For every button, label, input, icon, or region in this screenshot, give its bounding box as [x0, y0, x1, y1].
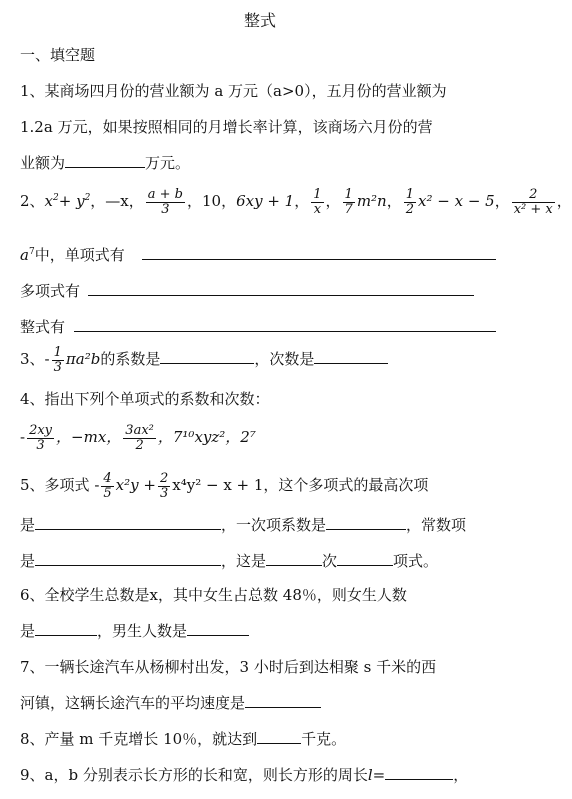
question-3-number: 3、- — [20, 350, 50, 369]
question-6-line-2 — [20, 620, 502, 641]
degree-label: ，次数是 — [254, 350, 315, 369]
perimeter-symbol: l — [367, 766, 373, 784]
question-2-line-2 — [20, 244, 502, 265]
answer-blank-constant-term[interactable] — [35, 551, 221, 566]
question-4-text: 4、指出下列个单项式的系数和次数： — [20, 390, 270, 408]
expr-x2: $x^2+ y^2$ — [44, 192, 91, 211]
expr-a7: a — [20, 246, 29, 264]
frac-1-over-2: $\frac{1}{2}$ — [405, 187, 415, 217]
answer-blank-poly-degree[interactable] — [266, 551, 322, 566]
frac-a-plus-b-over-3: $\frac{a + b}{3}$ — [147, 187, 183, 217]
integral-expression-label: 整式有 — [20, 318, 66, 336]
expr-6xy-plus-1: 6xy + 1 — [236, 192, 295, 211]
answer-blank-polynomials[interactable] — [88, 295, 474, 296]
question-6-text-b: ，男生人数是 — [97, 622, 188, 640]
question-8-text-a: 8、产量 m 千克增长 10％，就达到 — [20, 730, 258, 748]
answer-blank-linear-coefficient[interactable] — [326, 515, 406, 530]
expr-m2n: m²n — [356, 192, 387, 211]
question-5-text-e: ，这是 — [221, 552, 267, 570]
question-8-line — [20, 728, 502, 749]
answer-blank-output[interactable] — [257, 729, 301, 744]
expr-pi-a2b: πa²b — [65, 350, 101, 369]
question-1-line-3 — [20, 152, 502, 173]
frac-3ax2-over-2: $\frac{\text{3ax²}}{2}$ — [125, 423, 154, 453]
answer-blank-integral-expressions[interactable] — [74, 331, 496, 332]
question-5-text-b: ，一次项系数是 — [221, 516, 327, 534]
question-8-text-b: 千克。 — [301, 730, 347, 748]
expr-a7-exponent: 7 — [28, 247, 35, 257]
answer-blank-girls[interactable] — [35, 621, 97, 636]
section-heading: 一、填空题 — [20, 46, 96, 64]
question-9-line — [20, 764, 502, 785]
equals-sign: = — [372, 766, 386, 784]
expr-ten: ，10， — [187, 192, 237, 211]
question-5-text-c: ，常数项 — [406, 516, 467, 534]
frac-1-over-3: $\frac{1}{3}$ — [53, 345, 62, 375]
frac-2-over-3: $\frac{2}{3}$ — [159, 471, 169, 501]
question-6-text-a: 是 — [20, 622, 36, 640]
expr-7-10-xyz2-and-2-7: ，7¹⁰xyz²，2⁷ — [157, 428, 256, 447]
question-2-number: 2、 — [20, 192, 45, 211]
question-1-line-2: 1.2a 万元，如果按照相同的月增长率计算，该商场六月份的营 — [20, 118, 433, 136]
question-5-line-3 — [20, 550, 502, 571]
question-3-line — [20, 346, 502, 374]
question-5-text-g: 项式。 — [393, 552, 439, 570]
monomial-label: 中，单项式有 — [34, 246, 125, 264]
question-1-line-1: 1、某商场四月份的营业额为 a 万元（a>0），五月份的营业额为 — [20, 82, 447, 100]
question-4-expressions: - $\frac{2xy}{3}$ ，−mx， $\frac{\text{3ax²}}{2}$ ，7¹⁰xyz²，2⁷ — [20, 423, 256, 453]
question-5-text-a: 是 — [20, 516, 36, 534]
polynomial-label: 多项式有 — [20, 282, 81, 300]
frac-2-over-x2-plus-x: $\frac{2}{\text{x² + x}}$ — [513, 187, 553, 217]
question-5-text-f: 次 — [322, 552, 338, 570]
answer-blank-1[interactable] — [65, 153, 145, 168]
expr-x2-minus-x-minus-5: x² − x − 5 — [418, 192, 495, 211]
question-1-text-a: 业额为 — [20, 154, 66, 172]
question-5-intro: 5、多项式 — [20, 476, 90, 495]
answer-blank-coefficient[interactable] — [160, 349, 254, 364]
frac-4-over-5: $\frac{4}{5}$ — [103, 471, 112, 501]
answer-blank-highest-term[interactable] — [35, 515, 221, 530]
expr-neg-x: ，—x， — [90, 192, 144, 211]
answer-blank-perimeter[interactable] — [385, 765, 453, 780]
frac-2xy-over-3: $\frac{2xy}{3}$ — [29, 423, 53, 453]
question-9-text: 9、a，b 分别表示长方形的长和宽，则长方形的周长 — [20, 766, 368, 784]
expr-neg-mx: ，−mx， — [56, 428, 122, 447]
page-title: 整式 — [243, 11, 276, 30]
question-5-text-d: 是 — [20, 552, 36, 570]
question-1-text-b: 万元。 — [145, 154, 191, 172]
frac-1-over-7: $\frac{1}{7}$ — [344, 187, 353, 217]
question-5-line-1: 5、多项式 - $\frac{4}{5}$ x²y + $\frac{2}{3}$ x⁴y² − x + 1，这个多项式的最高次项 — [20, 471, 429, 501]
frac-1-over-x: $\frac{1}{x}$ — [313, 187, 322, 217]
question-7-line-2 — [20, 692, 502, 713]
coefficient-label: 的系数是 — [100, 350, 161, 369]
question-7-text: 河镇，这辆长途汽车的平均速度是 — [20, 694, 246, 712]
question-5-tail: x⁴y² − x + 1，这个多项式的最高次项 — [172, 476, 429, 495]
question-5-line-2 — [20, 514, 502, 535]
answer-blank-monomials[interactable] — [142, 259, 496, 260]
answer-blank-degree[interactable] — [314, 349, 388, 364]
question-6-line-1: 6、全校学生总数是x，其中女生占总数 48％，则女生人数 — [20, 586, 407, 604]
answer-blank-boys[interactable] — [187, 621, 249, 636]
question-9-tail: ， — [453, 766, 469, 784]
question-7-line-1: 7、一辆长途汽车从杨柳村出发，3 小时后到达相聚 s 千米的西 — [20, 658, 437, 676]
answer-blank-term-count[interactable] — [337, 551, 393, 566]
answer-blank-speed[interactable] — [245, 693, 321, 708]
expr-x2y: x²y + — [115, 476, 156, 495]
question-2-line-1: 2、$x^2+ y^2$，—x， $\frac{a + b}{3}$ ，10，6xy + 1， $\frac{1}{x}$ ， $\frac{1}{7}$ m²n， $\frac{1}{2}$ x² − x − 5， $\frac{2}{\text{x² + x}}$ ， — [20, 187, 572, 217]
